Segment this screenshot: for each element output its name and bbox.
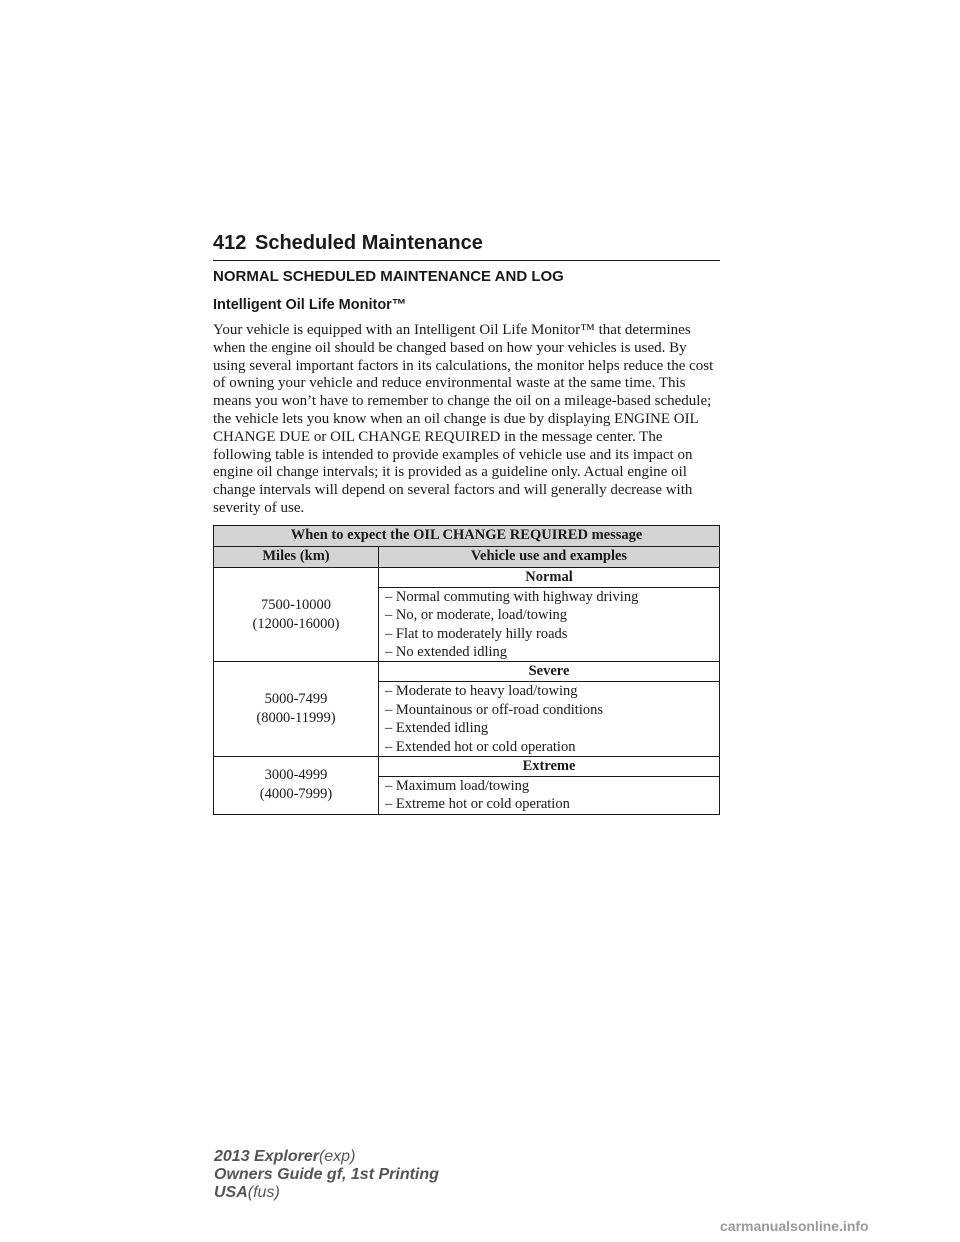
category-label: Normal <box>379 567 720 587</box>
list-item: – No, or moderate, load/towing <box>385 607 568 624</box>
footer-model-code: (exp) <box>318 1148 356 1165</box>
miles-cell <box>214 567 379 662</box>
page-content <box>213 268 720 815</box>
miles-range: 5000-7499 <box>264 691 328 708</box>
list-item: – Moderate to heavy load/towing <box>385 683 578 700</box>
page-header <box>213 230 720 261</box>
miles-cell <box>214 662 379 757</box>
oil-change-table <box>213 525 720 815</box>
examples-cell <box>379 587 720 662</box>
category-label: Extreme <box>379 757 720 777</box>
table-row <box>214 757 720 777</box>
list-item: – Extended hot or cold operation <box>385 738 576 755</box>
km-range: (8000-11999) <box>256 710 336 727</box>
column-header-vehicle-use: Vehicle use and examples <box>379 546 720 567</box>
list-item: – Extreme hot or cold operation <box>385 796 570 813</box>
list-item: – Extended idling <box>385 720 489 737</box>
footer-market-code: (fus) <box>247 1184 280 1201</box>
column-header-miles: Miles (km) <box>214 546 379 567</box>
chapter-title: Scheduled Maintenance <box>255 232 483 254</box>
list-item: – No extended idling <box>385 643 508 660</box>
list-item: – Maximum load/towing <box>385 778 530 795</box>
miles-range: 3000-4999 <box>264 767 328 784</box>
km-range: (12000-16000) <box>252 615 340 632</box>
table-row <box>214 567 720 587</box>
examples-cell <box>379 777 720 815</box>
document-footer <box>214 1148 439 1202</box>
miles-range: 7500-10000 <box>260 596 332 613</box>
list-item: – Mountainous or off-road conditions <box>385 701 604 718</box>
km-range: (4000-7999) <box>259 786 333 803</box>
footer-guide: Owners Guide gf, 1st Printing <box>214 1166 439 1183</box>
examples-cell <box>379 682 720 757</box>
intro-paragraph: Your vehicle is equipped with an Intelligent Oil Life Monitor™ that determines when the engine oil should be changed based on how your vehicles is used. By using several important factors in its calculations, the monitor helps reduce the cost of owning your vehicle and reduce environmental waste at the same time. This means you won’t have to remember to change the oil on a mileage-based schedule; the vehicle lets you know when an oil change is due by displaying ENGINE OIL CHANGE DUE or OIL CHANGE REQUIRED in the message center. The following table is intended to provide examples of vehicle use and its impact on engine oil change intervals; it is provided as a guideline only. Actual engine oil change intervals will depend on several factors and will generally decrease with severity of use. <box>213 322 714 516</box>
category-label: Severe <box>379 662 720 682</box>
table-title: When to expect the OIL CHANGE REQUIRED message <box>214 525 720 546</box>
footer-market: USA <box>214 1184 248 1201</box>
footer-model: 2013 Explorer <box>214 1148 319 1165</box>
miles-cell <box>214 757 379 815</box>
list-item: – Flat to moderately hilly roads <box>385 625 568 642</box>
subsection-title: Intelligent Oil Life Monitor™ <box>213 297 407 313</box>
table-row <box>214 662 720 682</box>
page-number: 412 <box>213 232 247 254</box>
section-title: NORMAL SCHEDULED MAINTENANCE AND LOG <box>213 268 564 285</box>
list-item: – Normal commuting with highway driving <box>385 588 639 605</box>
watermark: carmanualsonline.info <box>720 1218 869 1234</box>
